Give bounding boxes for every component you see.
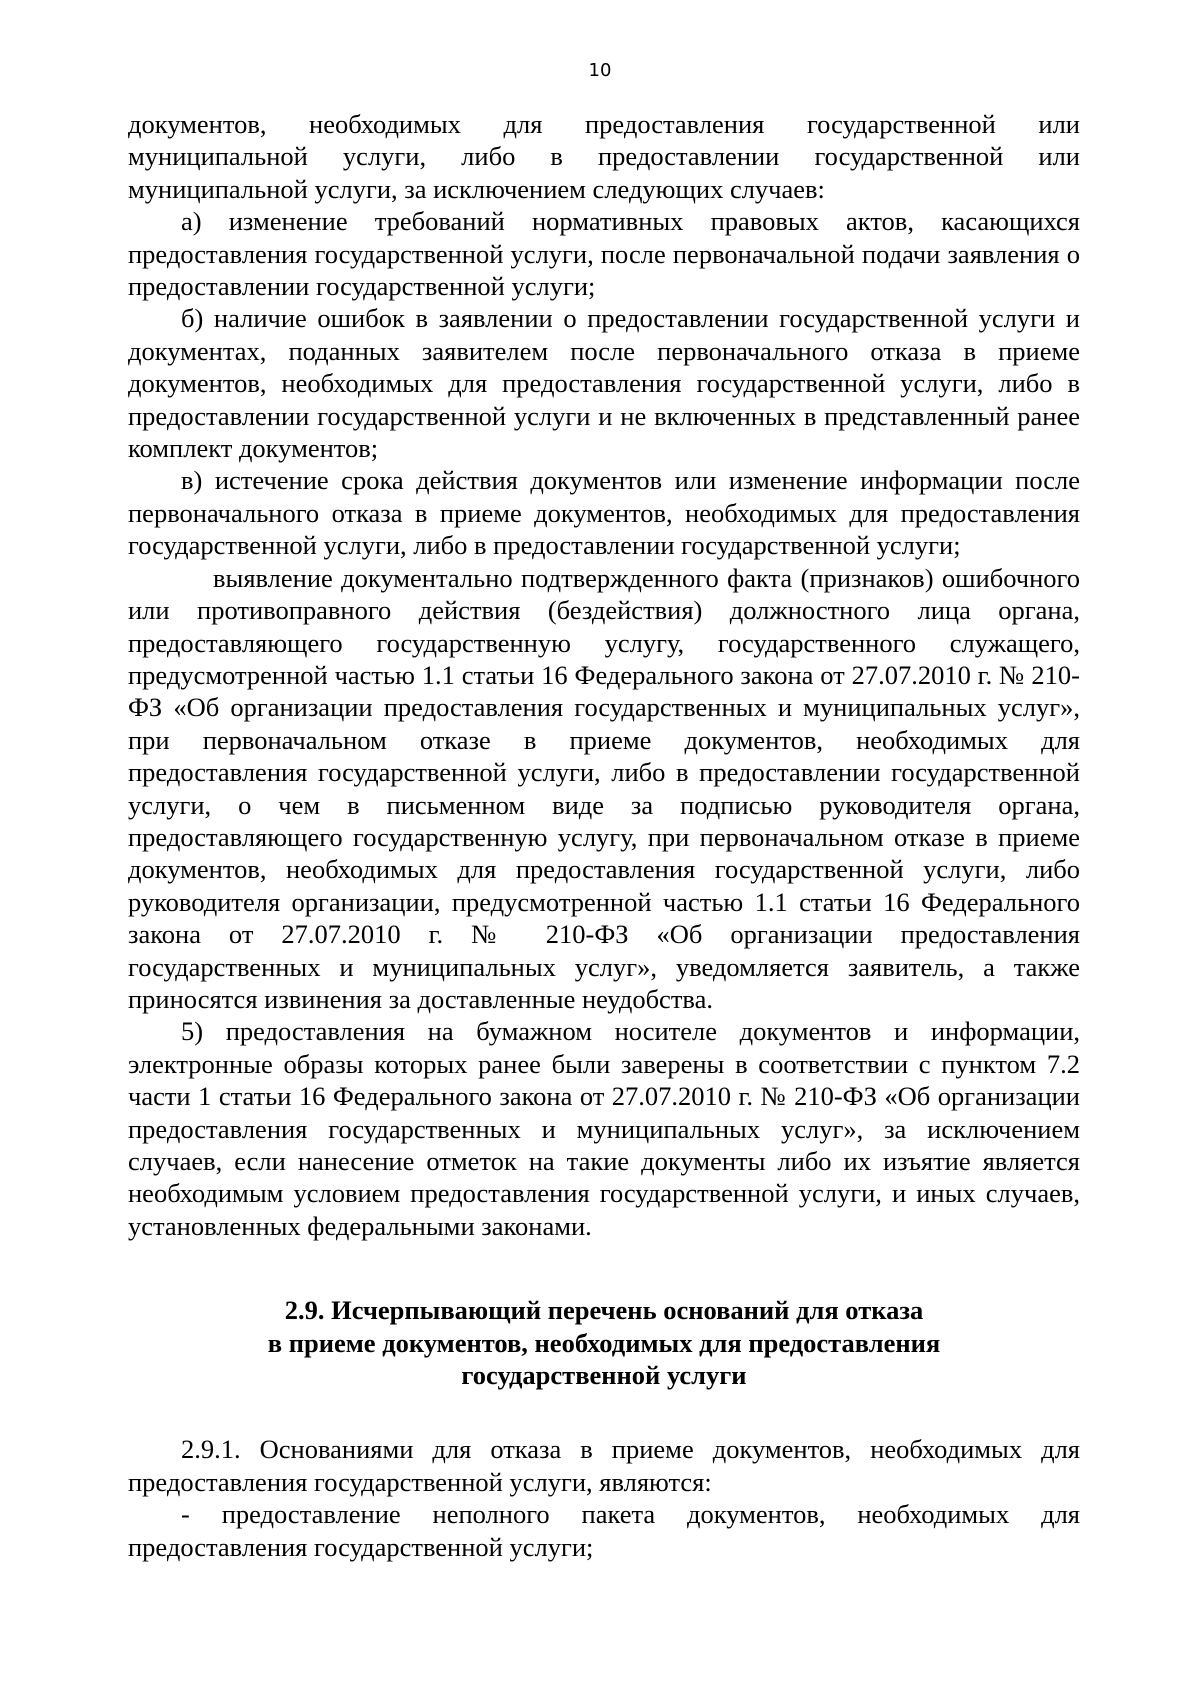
paragraph-item-b: б) наличие ошибок в заявлении о предоставлении государственной услуги и документах, поданных заявителем после первоначального отказа в приеме документов, необходимых для предоставления государственной услуги, либо в предоставлении государственной услуги и не включенных в представленный ранее комплект документов; bbox=[128, 303, 1080, 464]
paragraph-item-v: в) истечение срока действия документов или изменение информации после первоначального отказа в приеме документов, необходимых для предоставления государственной услуги, либо в предоставлении государственной услуги; bbox=[128, 465, 1080, 561]
paragraph-item-a: а) изменение требований нормативных правовых актов, касающихся предоставления государственной услуги, после первоначальной подачи заявления о предоставлении государственной услуги; bbox=[128, 206, 1080, 302]
paragraph-list-item: - предоставление неполного пакета документов, необходимых для предоставления государственной услуги; bbox=[128, 1499, 1080, 1562]
section-heading-line: 2.9. Исчерпывающий перечень оснований для отказа bbox=[284, 1295, 924, 1326]
section-heading-line: государственной услуги bbox=[461, 1360, 747, 1391]
section-heading-line: в приеме документов, необходимых для предоставления bbox=[267, 1327, 941, 1358]
document-body bbox=[128, 108, 1080, 1563]
paragraph-item-g: выявление документально подтвержденного факта (признаков) ошибочного или противоправного действия (бездействия) должностного лица органа, предоставляющего государственную услугу, государственного служащего, предусмотренной частью 1.1 статьи 16 Федерального закона от 27.07.2010 г. № 210-ФЗ «Об организации предоставления государственных и муниципальных услуг», при первоначальном отказе в приеме документов, необходимых для предоставления государственной услуги, либо в предоставлении государственной услуги, о чем в письменном виде за подписью руководителя органа, предоставляющего государственную услугу, при первоначальном отказе в приеме документов, необходимых для предоставления государственной услуги, либо руководителя организации, предусмотренной частью 1.1 статьи 16 Федерального закона от 27.07.2010 г. № 210-ФЗ «Об организации предоставления государственных и муниципальных услуг», уведомляется заявитель, а также приносятся извинения за доставленные неудобства. bbox=[128, 562, 1080, 1014]
paragraph-2-9-1: 2.9.1. Основаниями для отказа в приеме документов, необходимых для предоставления государственной услуги, являются: bbox=[128, 1434, 1080, 1497]
section-heading bbox=[128, 1294, 1080, 1391]
paragraph-continuation: документов, необходимых для предоставления государственной или муниципальной услуги, либо в предоставлении государственной или муниципальной услуги, за исключением следующих случаев: bbox=[128, 109, 1080, 204]
paragraph-item-5: 5) предоставления на бумажном носителе документов и информации, электронные образы которых ранее были заверены в соответствии с пунктом 7.2 части 1 статьи 16 Федерального закона от 27.07.2010 г. № 210-ФЗ «Об организации предоставления государственных и муниципальных услуг», за исключением случаев, если нанесение отметок на такие документы либо их изъятие является необходимым условием предоставления государственной услуги, и иных случаев, установленных федеральными законами. bbox=[128, 1016, 1080, 1241]
page-number: 10 bbox=[588, 60, 612, 81]
